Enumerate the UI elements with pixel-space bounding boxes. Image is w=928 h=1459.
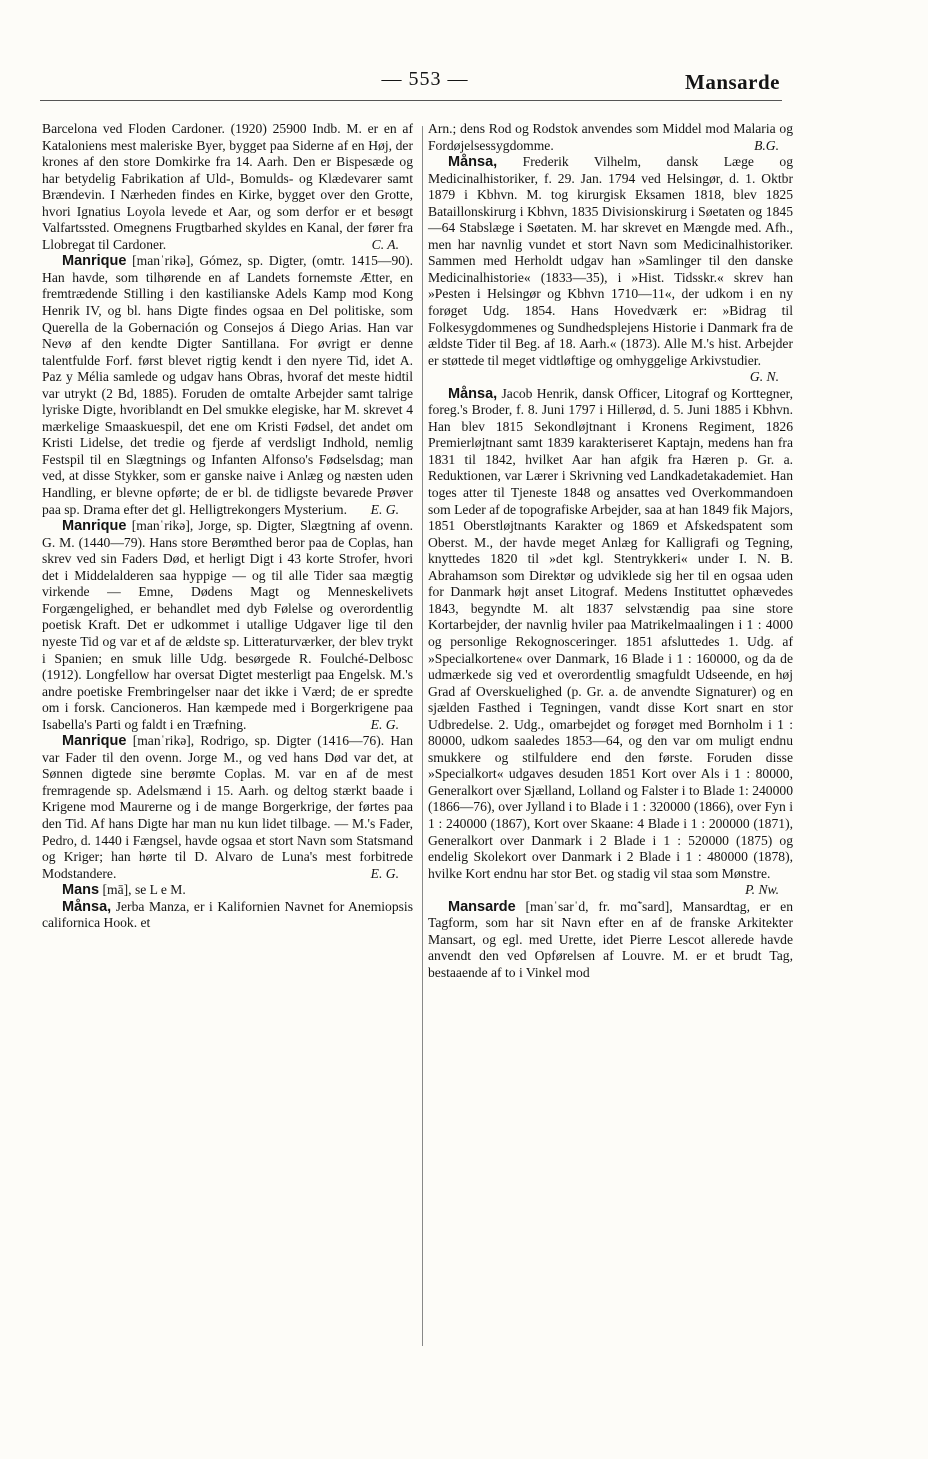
- entry-mansa-jacob: [428, 385, 793, 898]
- entry-mansarde: [428, 899, 793, 982]
- entry-body: [mā], se L e M.: [102, 882, 186, 898]
- entry-mans: [42, 882, 413, 899]
- column-divider: [422, 126, 423, 1346]
- entry-body: [manˈrikə], Jorge, sp. Digter, Slægtning af ovenn. G. M. (1440—79). Hans store Berømthed beror paa de Coplas, han skrev ved sin Faders Død, et herligt Digt i 43 korte Strofer, hvori det i Middelalderen saa hyppige — og til alle Tider saa mægtig virkende — Emne, Dødens Magt og Menneskelivets Forgængelighed, er behandlet med dyb Følelse og overordentlig poetisk Kraft. Det er udkommet i utallige Udgaver lige til den nyeste Tid og var et af de ældste sp. Litteraturværker, der blev trykt i Spanien; en smuk lille Udg. besørgede R. Foulché-Delbosc (1912). Longfellow har oversat Digtet mesterligt paa Engelsk. M.'s andre poetiske Frembringelser naar det ikke i Værd; de er spredte om i forsk. Cancioneros. Han kæmpede med i Borgerkrigene paa Isabella's Parti og faldt i en Træfning.: [42, 518, 413, 732]
- page-number: — 553 —: [381, 68, 469, 90]
- entry-manrique-gomez: [42, 253, 413, 518]
- headword: Manrique: [62, 518, 127, 535]
- right-column: [428, 121, 793, 981]
- headword: Månsa,: [62, 898, 112, 915]
- entry-body: Jerba Manza, er i Kalifornien Navnet for Anemiopsis californica Hook. et: [42, 898, 413, 931]
- headword: Månsa,: [448, 154, 498, 171]
- entry-body: Arn.; dens Rod og Rodstok anvendes som Middel mod Malaria og Fordøjelsessygdomme.: [428, 121, 793, 153]
- entry-body: Frederik Vilhelm, dansk Læge og Medicinalhistoriker, f. 29. Jan. 1794 ved Helsingør, d. 1. Oktbr 1879 i Kbhvn. M. tog kirurgisk Eksamen 1818, blev 1825 Bataillonskirurg i Kbhvn, 1835 Divisionskirurg i Søetaten og 1845—64 Stabslæge i Søetaten. M. har skrevet en Mængde med. Afh., men har navnlig vundet et stort Navn som Medicinalhistoriker. Sammen med Herholdt udgav han »Samlinger til den danske Medicinalhistorie« (1833—35), i »Hist. Tidsskr.« skrev han »Pesten i Helsingør og Kbhvn 1710—11«, der udkom i en ny forøget Udg. 1854. Hans Hovedværk er: »Bidrag til Folkesygdommenes og Sundhedsplejens Historie i Danmark fra de ældste Tider til Beg. af 18. Aarh.« (1873). Alle M.'s hist. Arbejder er støttede til meget vidtløftige og omhyggelige Arkivstudier.: [428, 154, 793, 368]
- entry-barcelona-continuation: [42, 121, 413, 253]
- entry-signature: E. G.: [370, 501, 399, 517]
- headword: Mansarde: [448, 898, 516, 915]
- entry-signature: E. G.: [370, 716, 399, 732]
- running-head: Mansarde: [685, 70, 780, 94]
- entry-body: [manˈsarˈd, fr. mɑ̃ˈsard], Mansardtag, er en Tagform, som har sit Navn efter en af de franske Arkitekter Mansart, og egl. med Urette, idet Pierre Lescot allerede havde anvendt den ved Opførelsen af Louvre. M. er et brudt Tag, bestaaende af to i Vinkel mod: [428, 898, 794, 980]
- entry-signature: P. Nw.: [745, 882, 779, 898]
- entry-body: [manˈrikə], Gómez, sp. Digter, (omtr. 1415—90). Han havde, som tilhørende en af Landets fornemste Ætter, en fremtrædende Stilling i den kastilianske Adels Kamp mod Kong Henrik IV, og bl. hans Digte findes ogsaa en Del politiske, som Querella de la Gobernación og Consejos á Diego Arias. Han var Nevø af den kendte Digter Santillana. For øvrigt er denne talentfulde Forf. først blevet rigtig kendt i den nyere Tid, idet A. Paz y Mélia samlede og udgav hans Obras, hvoraf det meste hidtil var utrykt (2 Bd, 1885). Foruden de omtalte Arbejder samt talrige lyriske Digte, hvoriblandt en Del smukke elegiske, har M. skrevet 4 mærkelige Smaaskuespil, det ene om Kristi Fødsel, det andet om Kristi Lidelse, det tredie og fjerde af verdsligt Indhold, nemlig Festspil til en Slægtnings og Infanten Alfonso's Fødselsdag; man ved, at disse Stykker, som er ganske naive i Anlæg og næsten uden Handling, er blevne opførte; de er bl. de tidligste bevarede Prøver paa sp. Drama efter det gl. Helligtrekongers Mysterium.: [42, 253, 413, 517]
- entry-body: [manˈrikə], Rodrigo, sp. Digter (1416—76). Han var Fader til den ovenn. Jorge M., og ved hans Død var det, at Sønnen digtede sine berømte Coplas. M. var en af de mest fremragende sp. Adelsmænd i 15. Aarh. og deltog stærkt baade i Krigene mod Maurerne og i de mange Borgerkrige, der førtes paa den Tid. Af hans Digte har man nu kun lidet tilbage. — M.'s Fader, Pedro, d. 1440 i Fængsel, havde ogsaa et stort Navn som Statsmand og Kriger; han hørte til D. Alvaro de Luna's mest forbitrede Modstandere.: [42, 733, 413, 881]
- entry-signature: G. N.: [749, 369, 779, 385]
- entry-jerba-continuation: [428, 121, 793, 154]
- entry-body: Jacob Henrik, dansk Officer, Litograf og Korttegner, foreg.'s Broder, f. 8. Juni 1797 i Hillerød, d. 5. Juni 1885 i Kbhvn. Han blev 1815 Sekondløjtnant i Kronens Regiment, 1826 Premierløjtnant samt 1839 karakteriseret Kaptajn, medens han fra 1831 til 1842, hvilket Aar han afgik fra Hæren p. Gr. a. Reduktionen, var Lærer i Skrivning ved Landkadetakademiet. Han toges atter til Tjeneste 1848 og ansattes ved Overkommandoen som Leder af de topografiske Arbejder, saa at han 1849 fik Majors, 1851 Oberstløjtnants Karakter og 1869 et Afskedspatent som Oberst. M., der havde meget Anlæg for Kalligrafi og Tegning, knyttedes 1820 til »det kgl. Stentrykkeri« under I. N. B. Abrahamson som Direktør og udviklede sig her til en ogsaa uden for Danmark højt anset Litograf. Medens Instituttet ophævedes 1843, begyndte M. alt 1837 selvstændig paa sine store Kortarbejder, der navnlig hviler paa Matrikelmaalingen i 1 : 4000 og personlige Rekognosceringer. 1851 afsluttedes 1. Udg. af »Specialkortene« over Danmark, 16 Blade i 1 : 160000, og da de udmærkede sig ved et overordentlig smagfuldt Udseende, en høj Grad af Overskuelighed (p. Gr. a. de anvendte Signaturer) og en sjælden Fasthed i Tegningen, vandt disse Kort snart en stor Udbredelse. 2. Udg., omarbejdet og forøget med Bornholm i 1 : 80000, udkom saaledes 1853—64, og den var om muligt endnu smukkere og stilfuldere end den første. Foruden disse »Specialkort« udgaves desuden 1851 Kort over Als i 1 : 80000, Generalkort over Sjælland, Lolland og Falster i to Blade 1: 240000 (1866—76), over Jylland i to Blade i 1 : 320000 (1866), over Fyn i 1 : 240000 (1867), Kort over Skaane: 4 Blade i 1 : 200000 (1871), Generalkort over Danmark i 2 Blade i 1 : 520000 (1875) og endelig Skolekort over Danmark i 2 Blade i 1 : 480000 (1878), hvilke Kort endnu har stor Bet. og stadig vil staa som Mønstre.: [428, 385, 793, 881]
- headword: Manrique: [62, 253, 127, 270]
- entry-manrique-rodrigo: [42, 733, 413, 882]
- header-rule: [40, 100, 782, 101]
- left-column: [42, 121, 413, 932]
- headword: Manrique: [62, 733, 127, 750]
- entry-mansa-jerba: [42, 899, 413, 932]
- headword: Månsa,: [448, 385, 498, 402]
- headword: Mans: [62, 882, 100, 899]
- entry-signature: E. G.: [370, 865, 399, 881]
- entry-signature: C. A.: [371, 236, 399, 252]
- entry-signature: B.G.: [754, 137, 779, 153]
- entry-body: Barcelona ved Floden Cardoner. (1920) 25900 Indb. M. er en af Kataloniens mest maleriske Byer, bygget paa Siderne af en Høj, der krones af den store Domkirke fra 14. Aarh. Den er Bispesæde og har betydelig Fabrikation af Uld-, Bomulds- og Klædevarer samt Brændevin. I Nærheden findes en Kirke, bygget over den Grotte, hvori Ignatius Loyola levede et Aar, og som derfor er et besøgt Valfartssted. Omegnens Frugtbarhed skyldes en Kanal, der fører fra Llobregat til Cardoner.: [42, 121, 413, 252]
- entry-mansa-frederik: [428, 154, 793, 385]
- entry-manrique-jorge: [42, 518, 413, 733]
